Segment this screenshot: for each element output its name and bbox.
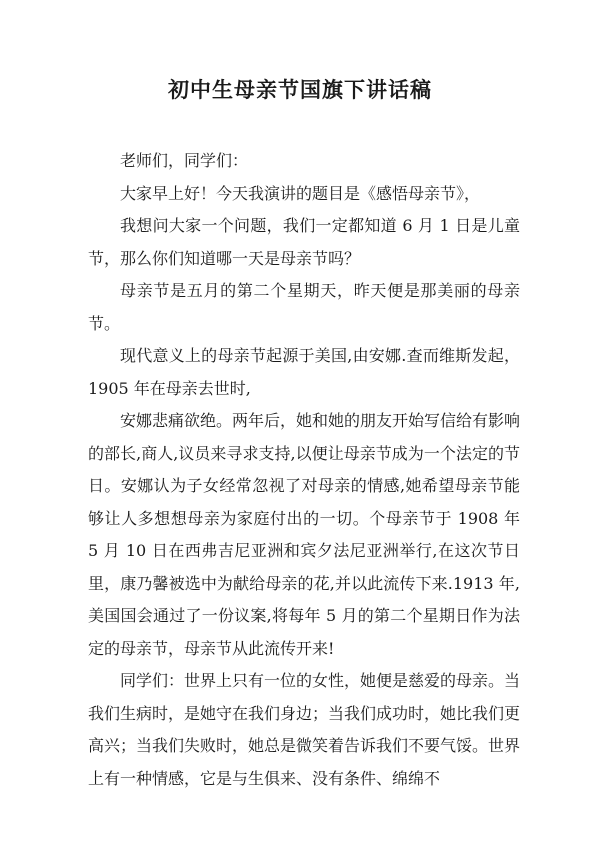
mother-love-paragraph: 同学们：世界上只有一位的女性，她便是慈爱的母亲。当我们生病时，是她守在我们身边；当我们成功时，她比我们更高兴；当我们失败时，她总是微笑着告诉我们不要气馁。世界上有一种情感，它是与生俱来、没有条件、绵绵不 — [88, 671, 521, 788]
history-paragraph: 安娜悲痛欲绝。两年后，她和她的朋友开始写信给有影响的部长,商人,议员来寻求支持,以便让母亲节成为一个法定的节日。安娜认为子女经常忽视了对母亲的情感,她希望母亲节能够让人多想想母亲为家庭付出的一切。个母亲节于 1908 年 5 月 10 日在西弗吉尼亚洲和宾夕法尼亚洲举行,在这次节日里，康乃馨被选中为献给母亲的花,并以此流传下来.1913 年,美国国会通过了一份议案,将每年 5 月的第二个星期日作为法定的母亲节，母亲节从此流传开来! — [88, 411, 521, 658]
greeting-paragraph: 老师们，同学们： — [120, 151, 249, 170]
document-title: 初中生母亲节国旗下讲话稿 — [168, 78, 432, 102]
opening-paragraph: 大家早上好！今天我演讲的题目是《感悟母亲节》， — [120, 183, 481, 203]
origin-paragraph: 现代意义上的母亲节起源于美国,由安娜.查而维斯发起，1905 年在母亲去世时, — [88, 346, 520, 398]
question-paragraph: 我想问大家一个问题，我们一定都知道 6 月 1 日是儿童节，那么你们知道哪一天是母亲节吗？ — [88, 216, 520, 268]
date-paragraph: 母亲节是五月的第二个星期天，昨天便是那美丽的母亲节。 — [88, 281, 520, 333]
document-body — [88, 145, 520, 795]
